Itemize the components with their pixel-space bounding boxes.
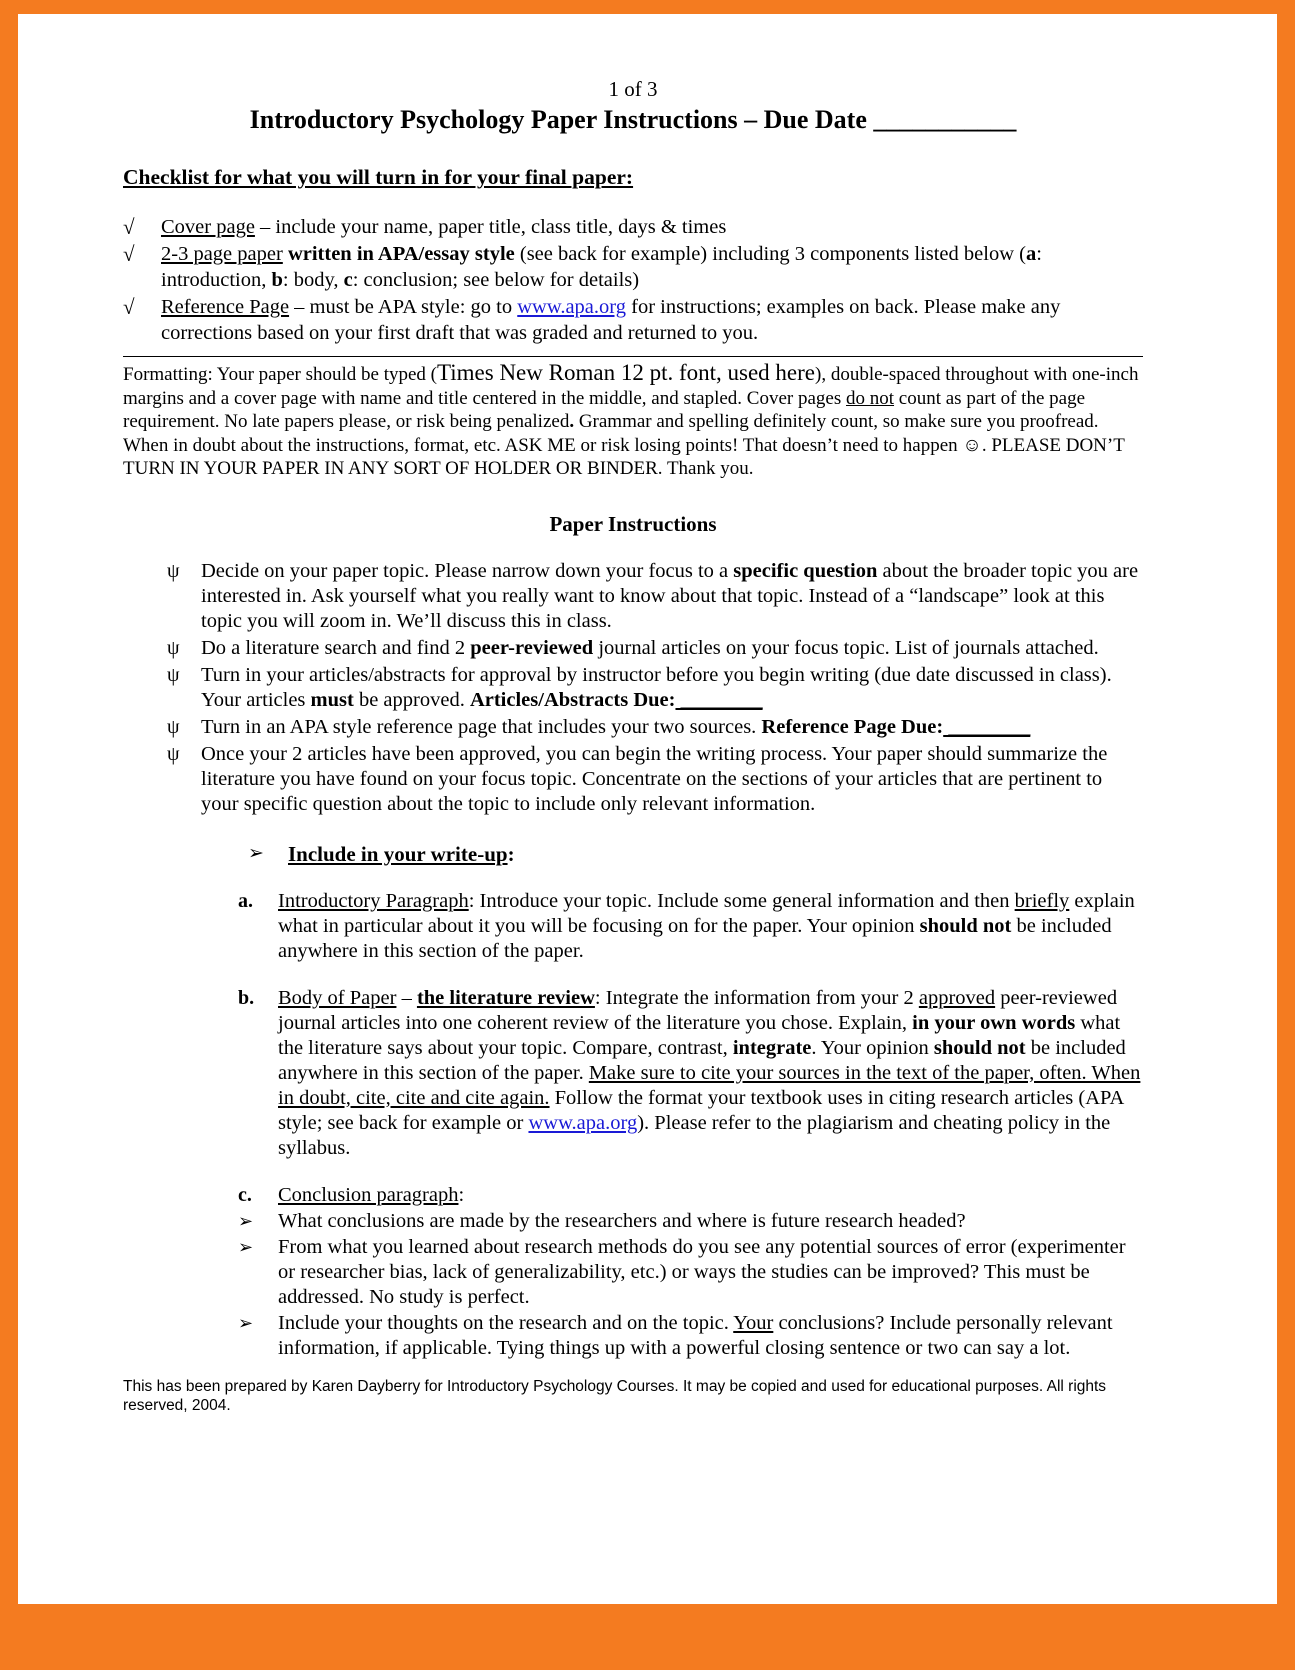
arrow-bullet-icon: ➢ <box>248 842 264 864</box>
item-b-part7: ). Please refer to the plagiarism and cheating policy in the syllabus. <box>278 1111 1111 1159</box>
instruction-part2: about the broader topic you are interested in. Ask yourself what you really want to know about that topic. Instead of a “landscape” look at this topic you will zoom in. We’ll discuss this in class. <box>201 559 1139 632</box>
checklist-item-lead: 2-3 page paper <box>161 243 283 265</box>
list-item <box>123 1209 1143 1234</box>
page-number: 1 of 3 <box>608 77 658 101</box>
checklist-item-text <box>161 214 1143 240</box>
item-a-briefly: briefly <box>1014 889 1070 912</box>
list-item <box>123 1311 1143 1361</box>
reference-page-due-blank: ________ <box>943 715 1031 738</box>
instructions-list <box>123 559 1143 817</box>
list-item <box>123 715 1143 740</box>
list-item <box>123 636 1143 661</box>
item-a-part2: explain what in particular about it you will be focusing on for the paper. Your opinion <box>278 889 1135 937</box>
conclusion-bullet-text <box>278 1311 1143 1361</box>
list-item <box>123 214 1143 240</box>
list-item <box>123 1235 1143 1310</box>
instruction-part1: Turn in an APA style reference page that includes your two sources. <box>201 715 762 738</box>
checklist-item-bold: written in APA/essay style <box>282 243 515 265</box>
item-b-part4: . Your opinion <box>811 1036 934 1059</box>
apa-org-link[interactable]: www.apa.org <box>517 296 626 318</box>
checklist-item-lead: Reference Page <box>161 296 290 318</box>
item-b-literature-review: the literature review <box>416 986 595 1009</box>
psi-bullet-icon: ψ <box>167 636 180 659</box>
conclusion-part1: Include your thoughts on the research and on the topic. <box>278 1311 734 1334</box>
instruction-bold: specific question <box>733 559 878 582</box>
arrow-bullet-icon: ➢ <box>238 1210 254 1231</box>
list-item <box>123 742 1143 817</box>
conclusion-bullets <box>123 1209 1143 1361</box>
checklist-item-rest2: : introduction, <box>161 243 1042 291</box>
articles-abstracts-due-blank: ________ <box>675 688 763 711</box>
paper-instructions-heading: Paper Instructions <box>549 511 717 536</box>
checklist-item-rest: – must be APA style: go to <box>289 296 518 318</box>
instruction-part2: journal articles on your focus topic. List of journals attached. <box>593 636 1099 659</box>
font-note: Times New Roman 12 pt. font, used here <box>437 360 815 385</box>
instruction-text <box>201 663 1143 713</box>
check-mark-icon: √ <box>123 242 135 266</box>
formatting-label: Formatting: <box>123 364 213 385</box>
item-b-part1: : Integrate the information from your 2 <box>594 986 919 1009</box>
instruction-text <box>201 559 1143 634</box>
item-letter-b: b. <box>238 986 255 1009</box>
item-b-in-your-own-words: in your own words <box>912 1011 1076 1034</box>
item-b-dash: – <box>396 986 417 1009</box>
item-b-part3: what the literature says about your topic. Compare, contrast, <box>278 1011 1121 1059</box>
checklist-item-lead: Cover page <box>161 216 255 238</box>
checklist-item-rest3: : body, <box>282 269 344 291</box>
item-c-part1: : <box>458 1183 465 1206</box>
list-item <box>123 1183 1143 1208</box>
instruction-text <box>201 636 1143 661</box>
page-title: Introductory Psychology Paper Instructions – Due Date ___________ <box>249 105 1017 134</box>
psi-bullet-icon: ψ <box>167 715 180 738</box>
instruction-part2: be approved. <box>353 688 470 711</box>
writeup-heading-text <box>288 841 515 867</box>
item-b-part6: Follow the format your textbook uses in citing research articles (APA style; see back for example or <box>278 1086 1124 1134</box>
horizontal-divider <box>123 356 1143 357</box>
psi-bullet-icon: ψ <box>167 663 180 686</box>
instruction-part1: Turn in your articles/abstracts for approval by instructor before you begin writing (due date discussed in class). Your articles <box>201 663 1112 711</box>
item-a-part1: : Introduce your topic. Include some general information and then <box>468 889 1015 912</box>
component-c-label: c <box>343 269 353 291</box>
item-b-should-not: should not <box>933 1036 1026 1059</box>
item-b-approved: approved <box>918 986 996 1009</box>
apa-org-link[interactable]: www.apa.org <box>528 1111 638 1134</box>
instruction-part1: Decide on your paper topic. Please narrow down your focus to a <box>201 559 734 582</box>
item-a-part3: be included anywhere in this section of the paper. <box>278 914 1112 962</box>
check-mark-icon: √ <box>123 295 135 319</box>
item-b-integrate: integrate <box>732 1036 812 1059</box>
conclusion-bullet-text: From what you learned about research methods do you see any potential sources of error (experimenter or researcher bias, lack of generalizability, etc.) or ways the studies can be improved? This must be addressed. No study is perfect. <box>278 1235 1126 1308</box>
checklist-item-text <box>161 294 1143 346</box>
conclusion-part2: conclusions? Include personally relevant information, if applicable. Tying things up with a powerful closing sentence or two can say a lot. <box>278 1311 1113 1359</box>
page-content <box>123 76 1143 1415</box>
checklist-item-rest2: for instructions; examples on back. Please make any corrections based on your first draft that was graded and returned to you. <box>161 296 1061 344</box>
smiley-icon: ☺ <box>962 434 982 456</box>
writeup-heading: Include in your write-up <box>288 841 508 866</box>
document-page <box>18 14 1277 1604</box>
list-item <box>123 559 1143 634</box>
formatting-part5: . PLEASE DON’T TURN IN YOUR PAPER IN ANY SORT OF HOLDER OR BINDER. Thank you. <box>123 434 1125 479</box>
do-not-emphasis: do not <box>846 387 895 409</box>
list-item <box>123 294 1143 346</box>
instruction-bold: peer-reviewed <box>470 636 594 659</box>
arrow-bullet-icon: ➢ <box>238 1236 254 1257</box>
arrow-bullet-icon: ➢ <box>238 1312 254 1333</box>
instruction-text <box>201 715 1143 740</box>
checklist-item-rest: – include your name, paper title, class title, days & times <box>254 216 727 238</box>
item-b-part5: be included anywhere in this section of the paper. <box>278 1036 1126 1084</box>
instruction-part1: Do a literature search and find 2 <box>201 636 471 659</box>
checklist-heading: Checklist for what you will turn in for your final paper: <box>123 165 634 189</box>
item-c-lead: Conclusion paragraph <box>278 1183 459 1206</box>
component-a-label: a <box>1025 243 1037 265</box>
conclusion-your: Your <box>733 1311 774 1334</box>
list-item <box>123 889 1143 964</box>
item-a-text <box>278 889 1143 964</box>
component-b-label: b <box>271 269 283 291</box>
list-item <box>123 986 1143 1161</box>
item-a-should-not: should not <box>919 914 1012 937</box>
reference-page-due-label: Reference Page Due: <box>761 715 944 738</box>
formatting-part4: Grammar and spelling definitely count, so make sure you proofread. When in doubt about the instructions, format, etc. ASK ME or risk losing points! That doesn’t need to happen <box>123 411 1099 456</box>
item-letter-a: a. <box>238 889 253 912</box>
instruction-bold: must <box>310 688 354 711</box>
formatting-part2: ), double-spaced throughout with one-inch margins and a cover page with name and title centered in the middle, and stapled. Cover pages <box>123 364 1139 409</box>
conclusion-bullet-text: What conclusions are made by the researchers and where is future research headed? <box>278 1209 966 1232</box>
item-b-part2: peer-reviewed journal articles into one coherent review of the literature you chose. Explain, <box>278 986 1118 1034</box>
checklist-item-rest4: : conclusion; see below for details) <box>352 269 640 291</box>
check-mark-icon: √ <box>123 215 135 239</box>
checklist <box>123 214 1143 346</box>
item-a-lead: Introductory Paragraph <box>278 889 469 912</box>
checklist-item-text <box>161 241 1143 293</box>
checklist-item-rest: (see back for example) including 3 components listed below ( <box>514 243 1026 265</box>
formatting-bold-period: . <box>569 411 575 432</box>
item-b-text <box>278 986 1143 1161</box>
item-letter-c: c. <box>238 1183 252 1206</box>
instruction-text: Once your 2 articles have been approved, you can begin the writing process. Your paper should summarize the literature you have found on your focus topic. Concentrate on the sections of your articles that are pertinent to your specific question about the topic to include only relevant information. <box>201 742 1108 815</box>
copyright-footer: This has been prepared by Karen Dayberry for Introductory Psychology Courses. It may be copied and used for educational purposes. All rights reserved, 2004. <box>123 1377 1107 1414</box>
psi-bullet-icon: ψ <box>167 559 180 582</box>
psi-bullet-icon: ψ <box>167 742 180 765</box>
formatting-paragraph <box>123 361 1143 481</box>
writeup-heading-row <box>123 841 1143 867</box>
item-b-lead: Body of Paper <box>278 986 397 1009</box>
list-item <box>123 663 1143 713</box>
item-b-cite-sources: Make sure to cite your sources in the text of the paper, often. When in doubt, cite, cite and cite again. <box>278 1061 1141 1109</box>
articles-abstracts-due-label: Articles/Abstracts Due: <box>469 688 676 711</box>
formatting-part3: count as part of the page requirement. No late papers please, or risk being penalized <box>123 387 1086 432</box>
formatting-part1: Your paper should be typed ( <box>212 364 438 385</box>
item-c-text <box>278 1183 1143 1208</box>
list-item <box>123 241 1143 293</box>
writeup-heading-colon: : <box>507 841 515 866</box>
